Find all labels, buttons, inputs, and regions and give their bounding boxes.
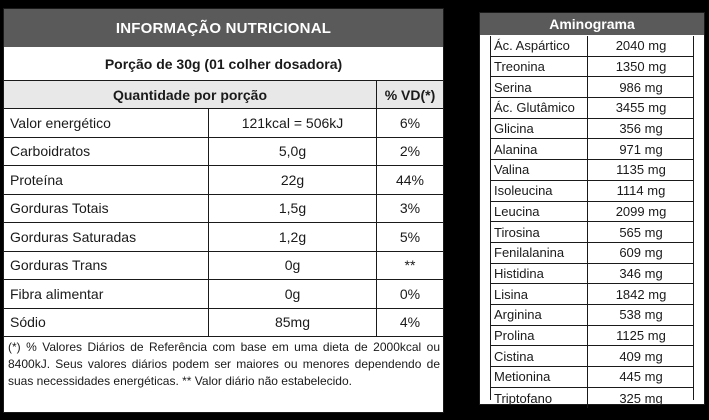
amino-acid-value: 609 mg (619, 245, 663, 261)
nutrient-amount: 22g (209, 166, 377, 194)
amino-acid-value: 356 mg (619, 121, 663, 137)
aminogram-row (490, 36, 694, 57)
aminogram-row (490, 326, 694, 347)
portion-size: Porção de 30g (01 colher dosadora) (4, 47, 443, 81)
amino-acid-value: 3455 mg (615, 100, 667, 116)
amino-acid-name: Valina (490, 160, 588, 180)
amino-acid-value: 1842 mg (615, 286, 667, 302)
nutrition-row (4, 280, 443, 309)
aminogram-row (490, 264, 694, 285)
nutrition-row (4, 223, 443, 252)
nutrient-name: Proteína (4, 166, 209, 194)
nutrient-amount: 1,2g (209, 223, 377, 251)
nutrient-name: Gorduras Totais (4, 195, 209, 223)
aminogram-row (490, 388, 694, 409)
amino-acid-name: Tirosina (490, 222, 588, 242)
nutrient-vd: 2% (399, 143, 421, 160)
nutrition-footnote: (*) % Valores Diários de Referência com base em uma dieta de 2000kcal ou 8400kJ. Seus valores diários podem ser maiores ou menores dependendo de suas necessidades energéticas. ** Valor diário não estabelecido. (8, 340, 440, 388)
aminogram-row (490, 181, 694, 202)
column-quantity: Quantidade por porção (4, 81, 377, 108)
amino-acid-name: Glicina (490, 119, 588, 139)
aminogram-table (479, 12, 705, 405)
nutrition-column-header (4, 81, 443, 109)
nutrient-name: Sódio (4, 309, 209, 337)
nutrition-facts-table (3, 8, 444, 413)
nutrient-name: Gorduras Saturadas (4, 223, 209, 251)
nutrition-title: INFORMAÇÃO NUTRICIONAL (4, 9, 443, 47)
nutrient-name: Fibra alimentar (4, 280, 209, 308)
nutrition-rows (4, 109, 443, 337)
amino-acid-name: Cistina (490, 346, 588, 366)
nutrient-vd: 5% (399, 228, 421, 245)
aminogram-row (490, 160, 694, 181)
aminogram-row (490, 202, 694, 223)
nutrition-row (4, 109, 443, 138)
aminogram-row (490, 284, 694, 305)
nutrient-vd: 4% (399, 314, 421, 331)
aminogram-row (490, 305, 694, 326)
amino-acid-value: 1114 mg (616, 183, 666, 199)
nutrient-amount: 1,5g (209, 195, 377, 223)
amino-acid-name: Serina (490, 77, 588, 97)
nutrient-vd: 3% (399, 200, 421, 217)
amino-acid-value: 1135 mg (616, 162, 666, 178)
amino-acid-name: Ác. Aspártico (490, 36, 588, 56)
amino-acid-name: Isoleucina (490, 181, 588, 201)
amino-acid-value: 445 mg (619, 369, 663, 385)
amino-acid-name: Arginina (490, 305, 588, 325)
amino-acid-name: Alanina (490, 139, 588, 159)
amino-acid-value: 971 mg (619, 141, 663, 157)
amino-acid-name: Lisina (490, 284, 588, 304)
nutrition-row (4, 138, 443, 167)
amino-acid-name: Leucina (490, 202, 588, 222)
column-vd: % VD(*) (384, 86, 436, 103)
aminogram-row (490, 98, 694, 119)
nutrient-amount: 85mg (209, 309, 377, 337)
aminogram-row (490, 367, 694, 388)
nutrient-name: Carboidratos (4, 138, 209, 166)
nutrient-amount: 0g (209, 280, 377, 308)
nutrient-amount: 5,0g (209, 138, 377, 166)
amino-acid-name: Treonina (490, 57, 588, 77)
nutrition-row (4, 195, 443, 224)
amino-acid-value: 346 mg (619, 265, 663, 281)
amino-acid-value: 1350 mg (615, 59, 667, 75)
nutrition-row (4, 252, 443, 281)
nutrient-vd: 44% (395, 171, 425, 188)
nutrient-name: Valor energético (4, 109, 209, 137)
amino-acid-name: Ác. Glutâmico (490, 98, 588, 118)
nutrient-amount: 121kcal = 506kJ (209, 109, 377, 137)
amino-acid-value: 409 mg (619, 348, 663, 364)
amino-acid-name: Metionina (490, 367, 588, 387)
amino-acid-value: 325 mg (619, 390, 663, 406)
nutrient-vd: 0% (399, 285, 421, 302)
nutrient-name: Gorduras Trans (4, 252, 209, 280)
amino-acid-value: 2099 mg (615, 203, 667, 219)
nutrition-row (4, 166, 443, 195)
aminogram-row (490, 57, 694, 78)
amino-acid-value: 538 mg (619, 307, 663, 323)
amino-acid-name: Histidina (490, 264, 588, 284)
aminogram-row (490, 346, 694, 367)
nutrient-vd: 6% (399, 114, 421, 131)
amino-acid-value: 2040 mg (615, 38, 667, 54)
aminogram-row (490, 222, 694, 243)
amino-acid-name: Prolina (490, 326, 588, 346)
amino-acid-value: 565 mg (619, 224, 663, 240)
nutrient-amount: 0g (209, 252, 377, 280)
aminogram-row (490, 77, 694, 98)
aminogram-title: Aminograma (480, 13, 704, 35)
amino-acid-value: 1125 mg (616, 327, 666, 343)
amino-acid-value: 986 mg (619, 79, 663, 95)
nutrition-row (4, 309, 443, 338)
aminogram-row (490, 139, 694, 160)
aminogram-row (490, 243, 694, 264)
aminogram-row (490, 119, 694, 140)
amino-acid-name: Fenilalanina (490, 243, 588, 263)
amino-acid-name: Triptofano (490, 388, 588, 409)
nutrient-vd: ** (404, 257, 416, 274)
aminogram-rows (490, 36, 694, 408)
